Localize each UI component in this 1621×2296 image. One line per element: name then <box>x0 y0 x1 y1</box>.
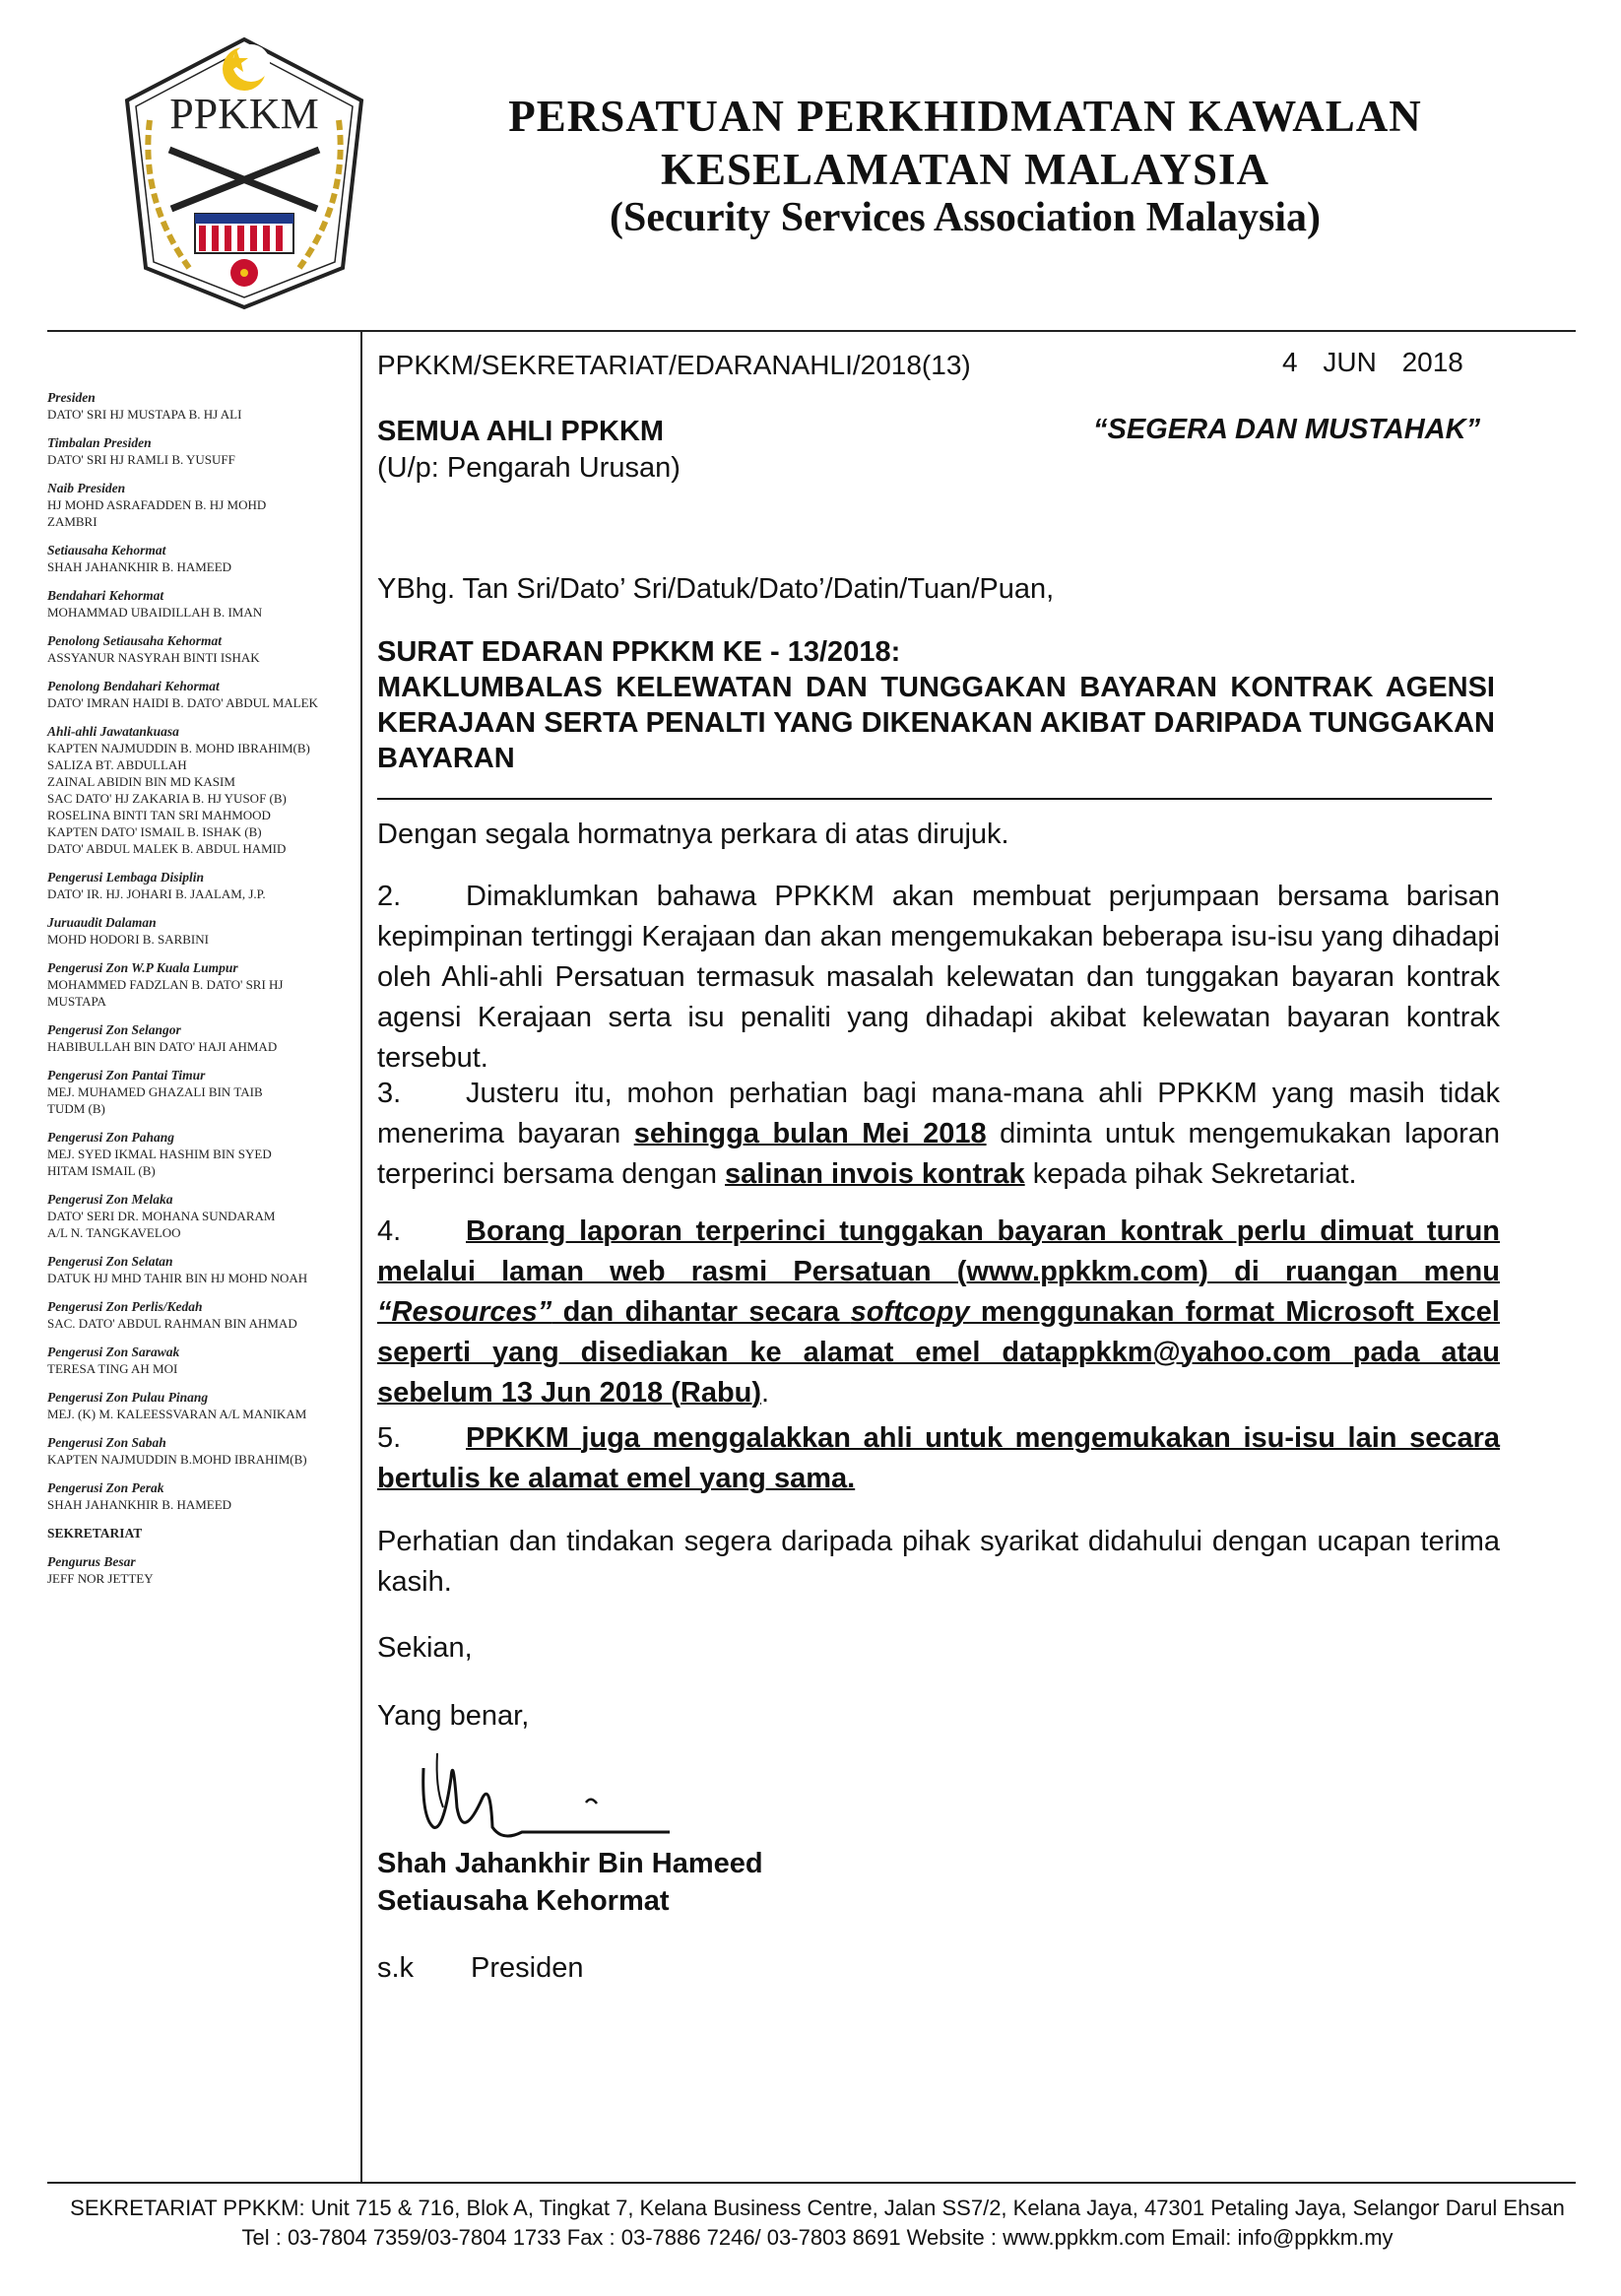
salutation: YBhg. Tan Sri/Dato’ Sri/Datuk/Dato’/Datin/Tuan/Puan, <box>377 573 1055 605</box>
urgency-label: “SEGERA DAN MUSTAHAK” <box>1093 414 1481 445</box>
handwritten-signature <box>414 1748 689 1857</box>
paragraph-3 <box>377 1074 1500 1195</box>
resources-menu-label: “Resources” <box>377 1296 552 1328</box>
committee-member-name: TUDM (B) <box>47 1101 105 1116</box>
committee-role: Ahli-ahli Jawatankuasa <box>47 724 179 739</box>
committee-group <box>47 869 349 902</box>
emphasis-period: sehingga bulan Mei 2018 <box>633 1118 987 1149</box>
committee-group <box>47 914 349 948</box>
committee-member-name: SAC DATO' HJ ZAKARIA B. HJ YUSOF (B) <box>47 791 287 806</box>
committee-group <box>47 1191 349 1241</box>
committee-group <box>47 1434 349 1468</box>
committee-role: Pengerusi Zon Pantai Timur <box>47 1068 206 1082</box>
paragraph-text: menggunakan format Microsoft Excel seperti yang disediakan ke alamat emel datappkkm@yahoo.com pada atau sebelum 13 Jun 2018 (Rabu) <box>377 1296 1500 1409</box>
committee-member-name: HITAM ISMAIL (B) <box>47 1163 156 1178</box>
committee-group <box>47 1129 349 1179</box>
committee-member-name: DATO' SRI HJ RAMLI B. YUSUFF <box>47 452 235 467</box>
paragraph-text: kepada pihak Sekretariat. <box>1024 1158 1357 1190</box>
signer-name: Shah Jahankhir Bin Hameed <box>377 1848 763 1879</box>
committee-role: Penolong Setiausaha Kehormat <box>47 633 223 648</box>
subject-underline <box>377 798 1492 800</box>
committee-group <box>47 434 349 468</box>
committee-role: Bendahari Kehormat <box>47 588 164 603</box>
committee-group <box>47 723 349 857</box>
committee-role: Juruaudit Dalaman <box>47 915 157 930</box>
committee-member-name: JEFF NOR JETTEY <box>47 1571 154 1586</box>
committee-member-name: DATO' SERI DR. MOHANA SUNDARAM <box>47 1209 276 1223</box>
cc-label: s.k <box>377 1952 415 1984</box>
closing-sekian: Sekian, <box>377 1632 473 1664</box>
paragraph-text: Justeru itu, mohon perhatian bagi mana-mana ahli PPKKM yang masih tidak menerima bayaran <box>377 1078 1500 1149</box>
committee-member-name: MOHD HODORI B. SARBINI <box>47 932 209 947</box>
committee-role: Pengerusi Zon Pahang <box>47 1130 175 1145</box>
signer-title: Setiausaha Kehormat <box>377 1885 670 1917</box>
committee-member-name: SAC. DATO' ABDUL RAHMAN BIN AHMAD <box>47 1316 297 1331</box>
committee-member-name: DATUK HJ MHD TAHIR BIN HJ MOHD NOAH <box>47 1271 308 1285</box>
softcopy-label: softcopy <box>850 1296 970 1328</box>
cc-recipient: Presiden <box>471 1952 584 1984</box>
closing-paragraph: Perhatian dan tindakan segera daripada pihak syarikat didahului dengan ucapan terima kasih. <box>377 1526 1500 1598</box>
paragraph-number: 4. <box>377 1215 402 1247</box>
committee-role: Presiden <box>47 390 96 405</box>
paragraph-2 <box>377 877 1500 1079</box>
committee-member-name: ZAINAL ABIDIN BIN MD KASIM <box>47 774 235 789</box>
committee-group <box>47 1298 349 1332</box>
committee-group <box>47 1067 349 1117</box>
paragraph-number: 3. <box>377 1078 402 1109</box>
footer-contact: Tel : 03-7804 7359/03-7804 1733 Fax : 03-7886 7246/ 03-7803 8691 Website : www.ppkkm.com Email: info@ppkkm.my <box>241 2225 1394 2250</box>
paragraph-5 <box>377 1418 1500 1499</box>
committee-group <box>47 678 349 711</box>
org-name-line1: PERSATUAN PERKHIDMATAN KAWALAN <box>508 92 1422 141</box>
ppkkm-crest-logo <box>110 22 378 317</box>
footer-address: SEKRETARIAT PPKKM: Unit 715 & 716, Blok A, Tingkat 7, Kelana Business Centre, Jalan SS7/2, Kelana Jaya, 47301 Petaling Jaya, Selangor Darul Ehsan <box>70 2196 1565 2220</box>
committee-group <box>47 587 349 621</box>
emphasis-invoice: salinan invois kontrak <box>725 1158 1025 1190</box>
org-name-english: (Security Services Association Malaysia) <box>609 195 1322 240</box>
committee-member-name: MOHAMMAD UBAIDILLAH B. IMAN <box>47 605 263 620</box>
committee-group <box>47 1479 349 1513</box>
committee-member-name: MEJ. SYED IKMAL HASHIM BIN SYED <box>47 1147 272 1161</box>
paragraph-number: 5. <box>377 1422 402 1454</box>
paragraph-text: dan dihantar secara <box>551 1296 851 1328</box>
committee-member-name: DATO' IMRAN HAIDI B. DATO' ABDUL MALEK <box>47 695 318 710</box>
committee-group <box>47 632 349 666</box>
committee-role: Pengerusi Zon W.P Kuala Lumpur <box>47 960 238 975</box>
committee-group <box>47 1389 349 1422</box>
committee-role: Pengerusi Zon Selatan <box>47 1254 173 1269</box>
closing-yang-benar: Yang benar, <box>377 1700 530 1732</box>
committee-sidebar <box>47 389 349 1599</box>
committee-role: Pengerusi Zon Perlis/Kedah <box>47 1299 203 1314</box>
paragraph-4 <box>377 1212 1500 1413</box>
committee-role: Pengerusi Zon Perak <box>47 1480 164 1495</box>
paragraph-number: 2. <box>377 881 402 912</box>
intro-paragraph: Dengan segala hormatnya perkara di atas dirujuk. <box>377 819 1009 850</box>
committee-member-name: ROSELINA BINTI TAN SRI MAHMOOD <box>47 808 271 822</box>
subject-text: MAKLUMBALAS KELEWATAN DAN TUNGGAKAN BAYARAN KONTRAK AGENSI KERAJAAN SERTA PENALTI YANG DIKENAKAN AKIBAT DARIPADA TUNGGAKAN BAYARAN <box>377 672 1495 774</box>
committee-member-name: SALIZA BT. ABDULLAH <box>47 757 187 772</box>
committee-role: SEKRETARIAT <box>47 1526 143 1541</box>
committee-member-name: KAPTEN DATO' ISMAIL B. ISHAK (B) <box>47 824 262 839</box>
committee-member-name: DATO' IR. HJ. JOHARI B. JAALAM, J.P. <box>47 886 266 901</box>
letter-date: 4 JUN 2018 <box>1282 347 1463 377</box>
committee-group <box>47 1525 349 1542</box>
committee-member-name: SHAH JAHANKHIR B. HAMEED <box>47 1497 232 1512</box>
committee-member-name: HABIBULLAH BIN DATO' HAJI AHMAD <box>47 1039 278 1054</box>
org-name-line2: KESELAMATAN MALAYSIA <box>660 145 1269 194</box>
committee-role: Pengurus Besar <box>47 1554 136 1569</box>
committee-role: Penolong Bendahari Kehormat <box>47 679 220 693</box>
committee-member-name: TERESA TING AH MOI <box>47 1361 178 1376</box>
committee-member-name: KAPTEN NAJMUDDIN B.MOHD IBRAHIM(B) <box>47 1452 307 1467</box>
committee-member-name: MOHAMMED FADZLAN B. DATO' SRI HJ <box>47 977 284 992</box>
recipient-attention: (U/p: Pengarah Urusan) <box>377 452 681 484</box>
committee-member-name: SHAH JAHANKHIR B. HAMEED <box>47 559 232 574</box>
committee-group <box>47 1553 349 1587</box>
committee-group <box>47 542 349 575</box>
paragraph-text: Borang laporan terperinci tunggakan bayaran kontrak perlu dimuat turun melalui laman web rasmi Persatuan (www.ppkkm.com) di ruangan menu <box>377 1215 1500 1287</box>
subject-heading <box>377 634 1495 776</box>
committee-member-name: DATO' SRI HJ MUSTAPA B. HJ ALI <box>47 407 242 422</box>
sidebar-divider <box>360 331 362 2183</box>
paragraph-text: PPKKM juga menggalakkan ahli untuk mengemukakan isu-isu lain secara bertulis ke alamat emel yang sama. <box>377 1422 1500 1494</box>
committee-role: Pengerusi Zon Pulau Pinang <box>47 1390 209 1405</box>
committee-group <box>47 480 349 530</box>
committee-role: Timbalan Presiden <box>47 435 152 450</box>
committee-role: Pengerusi Zon Sabah <box>47 1435 166 1450</box>
committee-role: Setiausaha Kehormat <box>47 543 166 558</box>
header-divider <box>47 330 1576 332</box>
committee-member-name: A/L N. TANGKAVELOO <box>47 1225 181 1240</box>
committee-member-name: MUSTAPA <box>47 994 106 1009</box>
committee-role: Pengerusi Zon Selangor <box>47 1022 181 1037</box>
logo-text: PPKKM <box>169 90 319 138</box>
committee-group <box>47 389 349 423</box>
committee-member-name: KAPTEN NAJMUDDIN B. MOHD IBRAHIM(B) <box>47 741 310 755</box>
committee-group <box>47 1021 349 1055</box>
paragraph-text: Dimaklumkan bahawa PPKKM akan membuat perjumpaan bersama barisan kepimpinan tertinggi Kerajaan dan akan mengemukakan beberapa isu-isu yang dihadapi oleh Ahli-ahli Persatuan termasuk masalah kelewatan dan tunggakan bayaran kontrak agensi Kerajaan serta isu penaliti yang dihadapi akibat kelewatan bayaran kontrak tersebut. <box>377 881 1500 1074</box>
committee-group <box>47 1344 349 1377</box>
committee-member-name: ZAMBRI <box>47 514 97 529</box>
committee-role: Pengerusi Zon Melaka <box>47 1192 173 1207</box>
committee-member-name: MEJ. (K) M. KALEESSVARAN A/L MANIKAM <box>47 1407 307 1421</box>
committee-member-name: HJ MOHD ASRAFADDEN B. HJ MOHD <box>47 497 267 512</box>
footer-divider <box>47 2182 1576 2184</box>
committee-role: Naib Presiden <box>47 481 126 495</box>
committee-member-name: ASSYANUR NASYRAH BINTI ISHAK <box>47 650 260 665</box>
committee-member-name: DATO' ABDUL MALEK B. ABDUL HAMID <box>47 841 287 856</box>
subject-line1: SURAT EDARAN PPKKM KE - 13/2018: <box>377 636 901 668</box>
paragraph-text: diminta untuk mengemukakan laporan terperinci bersama dengan <box>377 1118 1501 1190</box>
reference-number: PPKKM/SEKRETARIAT/EDARANAHLI/2018(13) <box>377 350 971 380</box>
committee-group <box>47 1253 349 1286</box>
committee-role: Pengerusi Zon Sarawak <box>47 1345 180 1359</box>
paragraph-period: . <box>761 1377 770 1409</box>
committee-member-name: MEJ. MUHAMED GHAZALI BIN TAIB <box>47 1084 263 1099</box>
committee-role: Pengerusi Lembaga Disiplin <box>47 870 205 885</box>
committee-group <box>47 959 349 1010</box>
recipient: SEMUA AHLI PPKKM <box>377 416 665 447</box>
